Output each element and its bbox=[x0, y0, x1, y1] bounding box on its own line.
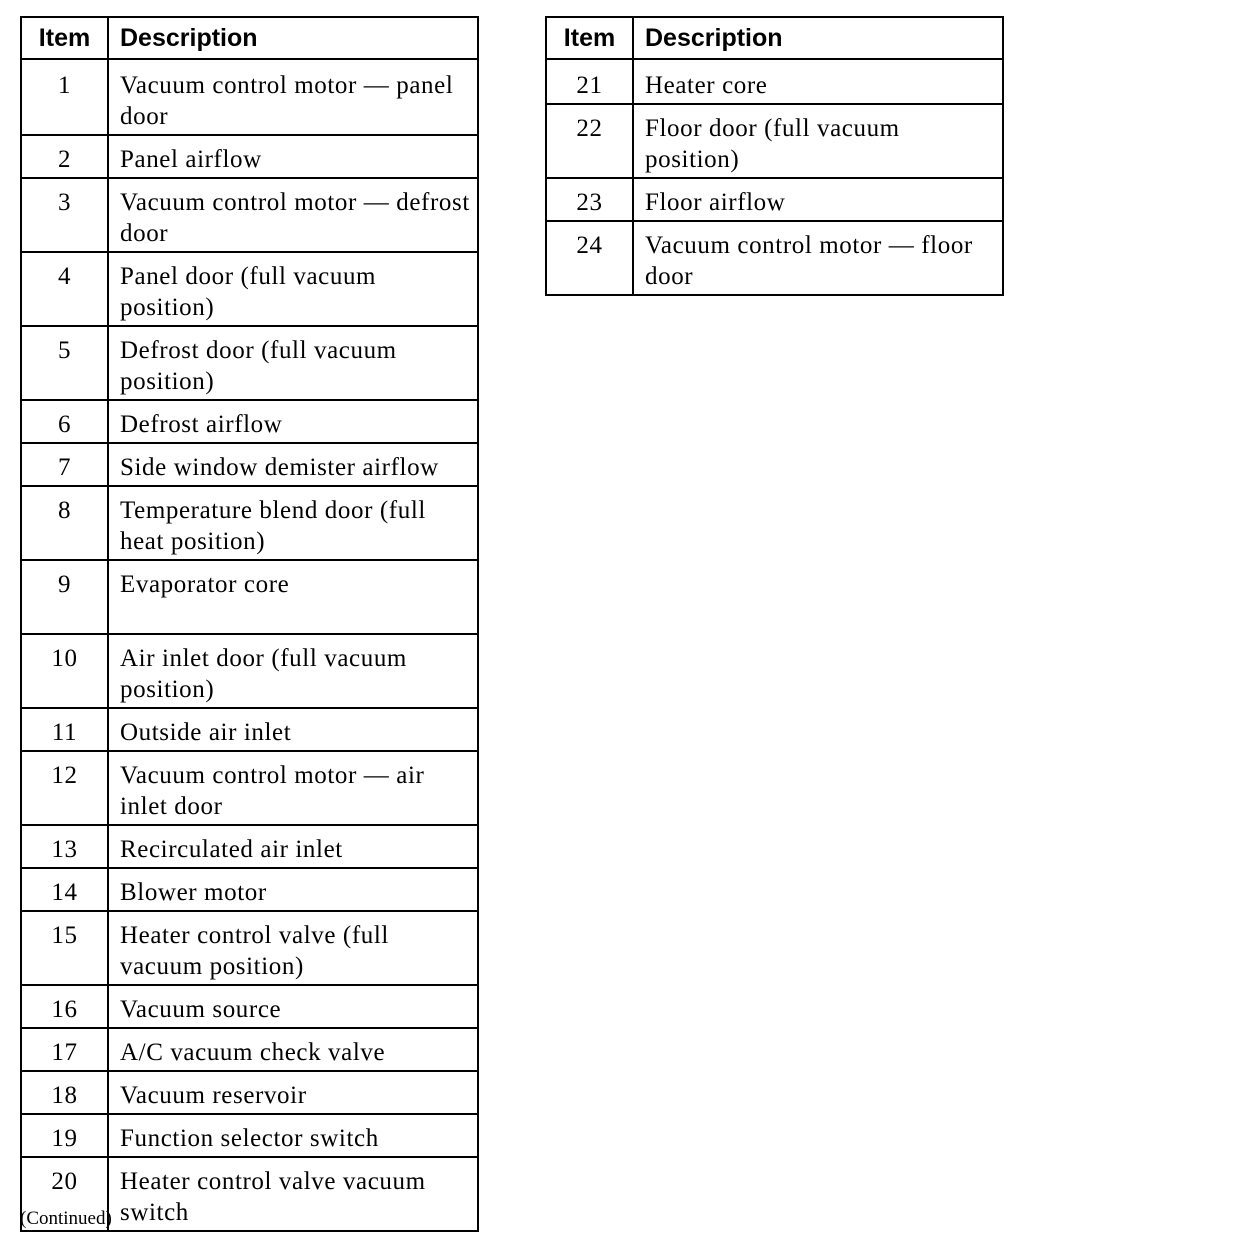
item-number-cell: 8 bbox=[21, 486, 108, 560]
item-number-cell: 5 bbox=[21, 326, 108, 400]
description-cell: Blower motor bbox=[108, 868, 478, 911]
item-number-cell: 24 bbox=[546, 221, 633, 295]
description-cell: Vacuum control motor — defrost door bbox=[108, 178, 478, 252]
description-column-header: Description bbox=[108, 17, 478, 59]
legend-table-left bbox=[20, 16, 479, 1232]
item-number-cell: 21 bbox=[546, 59, 633, 104]
item-number-cell: 15 bbox=[21, 911, 108, 985]
description-cell: Temperature blend door (full heat position) bbox=[108, 486, 478, 560]
item-number-cell: 11 bbox=[21, 708, 108, 751]
item-number-cell: 13 bbox=[21, 825, 108, 868]
table-row bbox=[546, 221, 1003, 295]
item-number-cell: 18 bbox=[21, 1071, 108, 1114]
description-cell: Vacuum source bbox=[108, 985, 478, 1028]
item-number-cell: 4 bbox=[21, 252, 108, 326]
item-number-cell: 14 bbox=[21, 868, 108, 911]
description-cell: Vacuum reservoir bbox=[108, 1071, 478, 1114]
table-row bbox=[21, 326, 478, 400]
table-row bbox=[21, 178, 478, 252]
description-cell: Defrost door (full vacuum position) bbox=[108, 326, 478, 400]
item-number-cell: 22 bbox=[546, 104, 633, 178]
item-number-cell: 9 bbox=[21, 560, 108, 634]
table-row bbox=[546, 59, 1003, 104]
table-row bbox=[21, 252, 478, 326]
table-row bbox=[21, 486, 478, 560]
item-number-cell: 10 bbox=[21, 634, 108, 708]
description-cell: Heater control valve vacuum switch bbox=[108, 1157, 478, 1231]
description-cell: Heater core bbox=[633, 59, 1003, 104]
table-header-row bbox=[546, 17, 1003, 59]
description-cell: Vacuum control motor — floor door bbox=[633, 221, 1003, 295]
table-row bbox=[21, 868, 478, 911]
table-row bbox=[21, 400, 478, 443]
table-row bbox=[21, 751, 478, 825]
table-row bbox=[21, 443, 478, 486]
item-number-cell: 1 bbox=[21, 59, 108, 135]
item-number-cell: 23 bbox=[546, 178, 633, 221]
table-row bbox=[21, 560, 478, 634]
description-cell: Side window demister airflow bbox=[108, 443, 478, 486]
item-number-cell: 17 bbox=[21, 1028, 108, 1071]
description-cell: Panel door (full vacuum position) bbox=[108, 252, 478, 326]
description-cell: Air inlet door (full vacuum position) bbox=[108, 634, 478, 708]
legend-table-left-body bbox=[21, 59, 478, 1231]
continued-note: (Continued) bbox=[20, 1208, 112, 1229]
table-row bbox=[21, 1114, 478, 1157]
description-cell: Floor door (full vacuum position) bbox=[633, 104, 1003, 178]
item-number-cell: 6 bbox=[21, 400, 108, 443]
description-cell: Heater control valve (full vacuum position) bbox=[108, 911, 478, 985]
description-cell: Vacuum control motor — panel door bbox=[108, 59, 478, 135]
table-row bbox=[21, 634, 478, 708]
table-row bbox=[21, 59, 478, 135]
item-number-cell: 16 bbox=[21, 985, 108, 1028]
description-cell: Floor airflow bbox=[633, 178, 1003, 221]
table-row bbox=[546, 178, 1003, 221]
item-number-cell: 7 bbox=[21, 443, 108, 486]
item-number-cell: 12 bbox=[21, 751, 108, 825]
description-column-header: Description bbox=[633, 17, 1003, 59]
item-number-cell: 2 bbox=[21, 135, 108, 178]
legend-table-right-body bbox=[546, 59, 1003, 295]
table-row bbox=[546, 104, 1003, 178]
description-cell: Vacuum control motor — air inlet door bbox=[108, 751, 478, 825]
description-cell: Panel airflow bbox=[108, 135, 478, 178]
item-number-cell: 19 bbox=[21, 1114, 108, 1157]
table-header-row bbox=[21, 17, 478, 59]
table-row bbox=[21, 825, 478, 868]
item-number-cell: 3 bbox=[21, 178, 108, 252]
item-column-header: Item bbox=[21, 17, 108, 59]
description-cell: Recirculated air inlet bbox=[108, 825, 478, 868]
description-cell: Function selector switch bbox=[108, 1114, 478, 1157]
item-number-cell: 20 bbox=[21, 1157, 108, 1231]
legend-table-right bbox=[545, 16, 1004, 296]
item-column-header: Item bbox=[546, 17, 633, 59]
table-row bbox=[21, 1028, 478, 1071]
description-cell: Evaporator core bbox=[108, 560, 478, 634]
description-cell: Outside air inlet bbox=[108, 708, 478, 751]
table-row bbox=[21, 911, 478, 985]
table-row bbox=[21, 985, 478, 1028]
table-row bbox=[21, 708, 478, 751]
table-row bbox=[21, 135, 478, 178]
table-row bbox=[21, 1071, 478, 1114]
description-cell: Defrost airflow bbox=[108, 400, 478, 443]
description-cell: A/C vacuum check valve bbox=[108, 1028, 478, 1071]
